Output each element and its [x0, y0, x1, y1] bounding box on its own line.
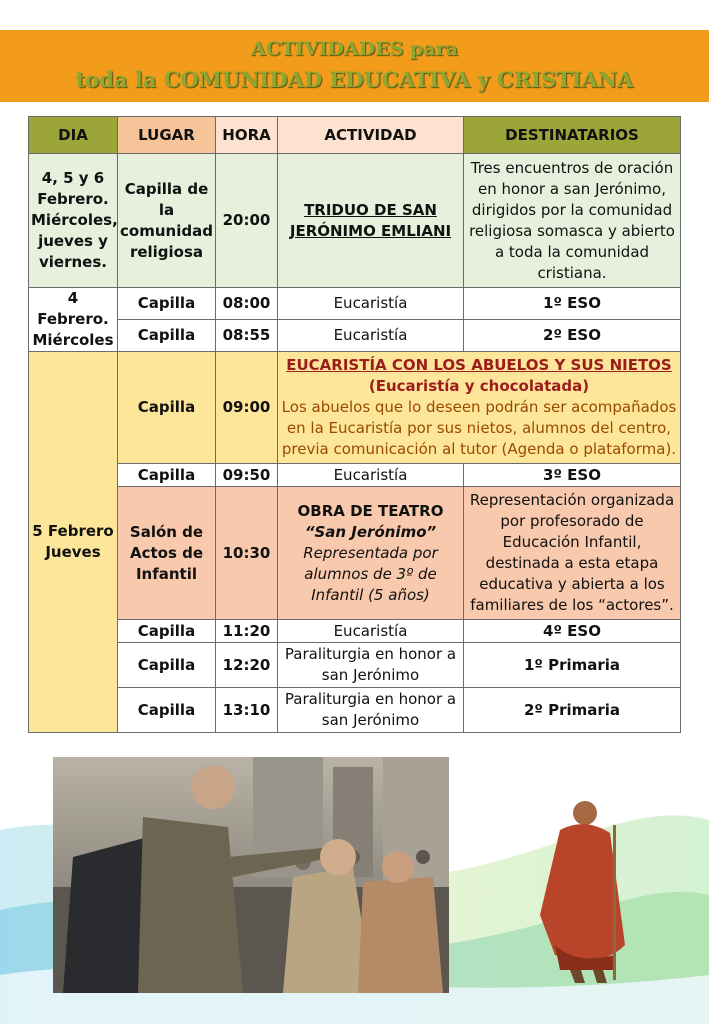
cell-destinatarios: 1º Primaria — [464, 643, 681, 688]
table-row — [29, 688, 681, 733]
cell-actividad: Eucaristía — [278, 320, 464, 352]
header-row — [29, 117, 681, 154]
title-line-1: ACTIVIDADES para — [251, 38, 458, 60]
cell-lugar: Capilla — [118, 464, 216, 487]
table-row — [29, 288, 681, 320]
cell-lugar: Capilla — [118, 620, 216, 643]
cell-destinatarios: Tres encuentros de oración en honor a san Jerónimo, dirigidos por la comunidad religiosa somasca y abierto a toda la comunidad cristiana. — [464, 154, 681, 288]
header-dia: DIA — [29, 117, 118, 154]
cell-destinatarios: Representación organizada por profesorado de Educación Infantil, destinada a esta etapa educativa y abierta a los familiares de los “actores”. — [464, 487, 681, 620]
cell-actividad-abuelos — [278, 352, 681, 464]
cell-dia: 4 Febrero. Miércoles — [29, 288, 118, 352]
cell-lugar: Capilla — [118, 320, 216, 352]
cell-destinatarios: 4º ESO — [464, 620, 681, 643]
header-destinatarios: DESTINATARIOS — [464, 117, 681, 154]
table-row — [29, 464, 681, 487]
cell-hora: 13:10 — [216, 688, 278, 733]
activity-description: Los abuelos que lo deseen podrán ser acompañados en la Eucaristía por sus nietos, alumnos del centro, previa comunicación al tutor (Agenda o plataforma). — [281, 398, 677, 458]
cell-hora: 12:20 — [216, 643, 278, 688]
cell-dia: 4, 5 y 6 Febrero. Miércoles, jueves y viernes. — [29, 154, 118, 288]
cell-lugar: Capilla de la comunidad religiosa — [118, 154, 216, 288]
cell-lugar: Capilla — [118, 352, 216, 464]
cell-destinatarios: 2º ESO — [464, 320, 681, 352]
cell-destinatarios: 2º Primaria — [464, 688, 681, 733]
activity-title: OBRA DE TEATRO — [297, 501, 444, 520]
activity-subtitle: “San Jerónimo” — [304, 522, 437, 541]
film-still-photo — [53, 757, 449, 993]
cell-hora: 09:00 — [216, 352, 278, 464]
cell-lugar: Capilla — [118, 643, 216, 688]
table-row — [29, 320, 681, 352]
header-lugar: LUGAR — [118, 117, 216, 154]
cell-actividad: Paraliturgia en honor a san Jerónimo — [278, 688, 464, 733]
cell-actividad: Eucaristía — [278, 464, 464, 487]
cell-hora: 11:20 — [216, 620, 278, 643]
saint-jeronimo-illustration — [515, 795, 640, 985]
activity-description: Representada por alumnos de 3º de Infantil (5 años) — [303, 543, 438, 604]
schedule-table — [28, 116, 681, 733]
cell-lugar: Capilla — [118, 288, 216, 320]
table-row — [29, 154, 681, 288]
cell-destinatarios: 3º ESO — [464, 464, 681, 487]
cell-actividad: Paraliturgia en honor a san Jerónimo — [278, 643, 464, 688]
cell-hora: 09:50 — [216, 464, 278, 487]
cell-destinatarios: 1º ESO — [464, 288, 681, 320]
title-line-2: toda la COMUNIDAD EDUCATIVA y CRISTIANA — [75, 67, 634, 92]
cell-actividad-teatro — [278, 487, 464, 620]
cell-lugar: Capilla — [118, 688, 216, 733]
activity-title: EUCARISTÍA CON LOS ABUELOS Y SUS NIETOS — [286, 356, 672, 374]
cell-hora: 20:00 — [216, 154, 278, 288]
header-hora: HORA — [216, 117, 278, 154]
table-row — [29, 643, 681, 688]
cell-actividad: Eucaristía — [278, 288, 464, 320]
activity-subtitle: (Eucaristía y chocolatada) — [368, 377, 590, 395]
title-banner — [0, 30, 709, 102]
table-row — [29, 620, 681, 643]
cell-dia: 5 Febrero Jueves — [29, 352, 118, 733]
cell-lugar: Salón de Actos de Infantil — [118, 487, 216, 620]
table-row — [29, 352, 681, 464]
table-row — [29, 487, 681, 620]
cell-hora: 08:00 — [216, 288, 278, 320]
cell-hora: 10:30 — [216, 487, 278, 620]
cell-hora: 08:55 — [216, 320, 278, 352]
cell-actividad: TRIDUO DE SAN JERÓNIMO EMLIANI — [278, 154, 464, 288]
header-actividad: ACTIVIDAD — [278, 117, 464, 154]
cell-actividad: Eucaristía — [278, 620, 464, 643]
